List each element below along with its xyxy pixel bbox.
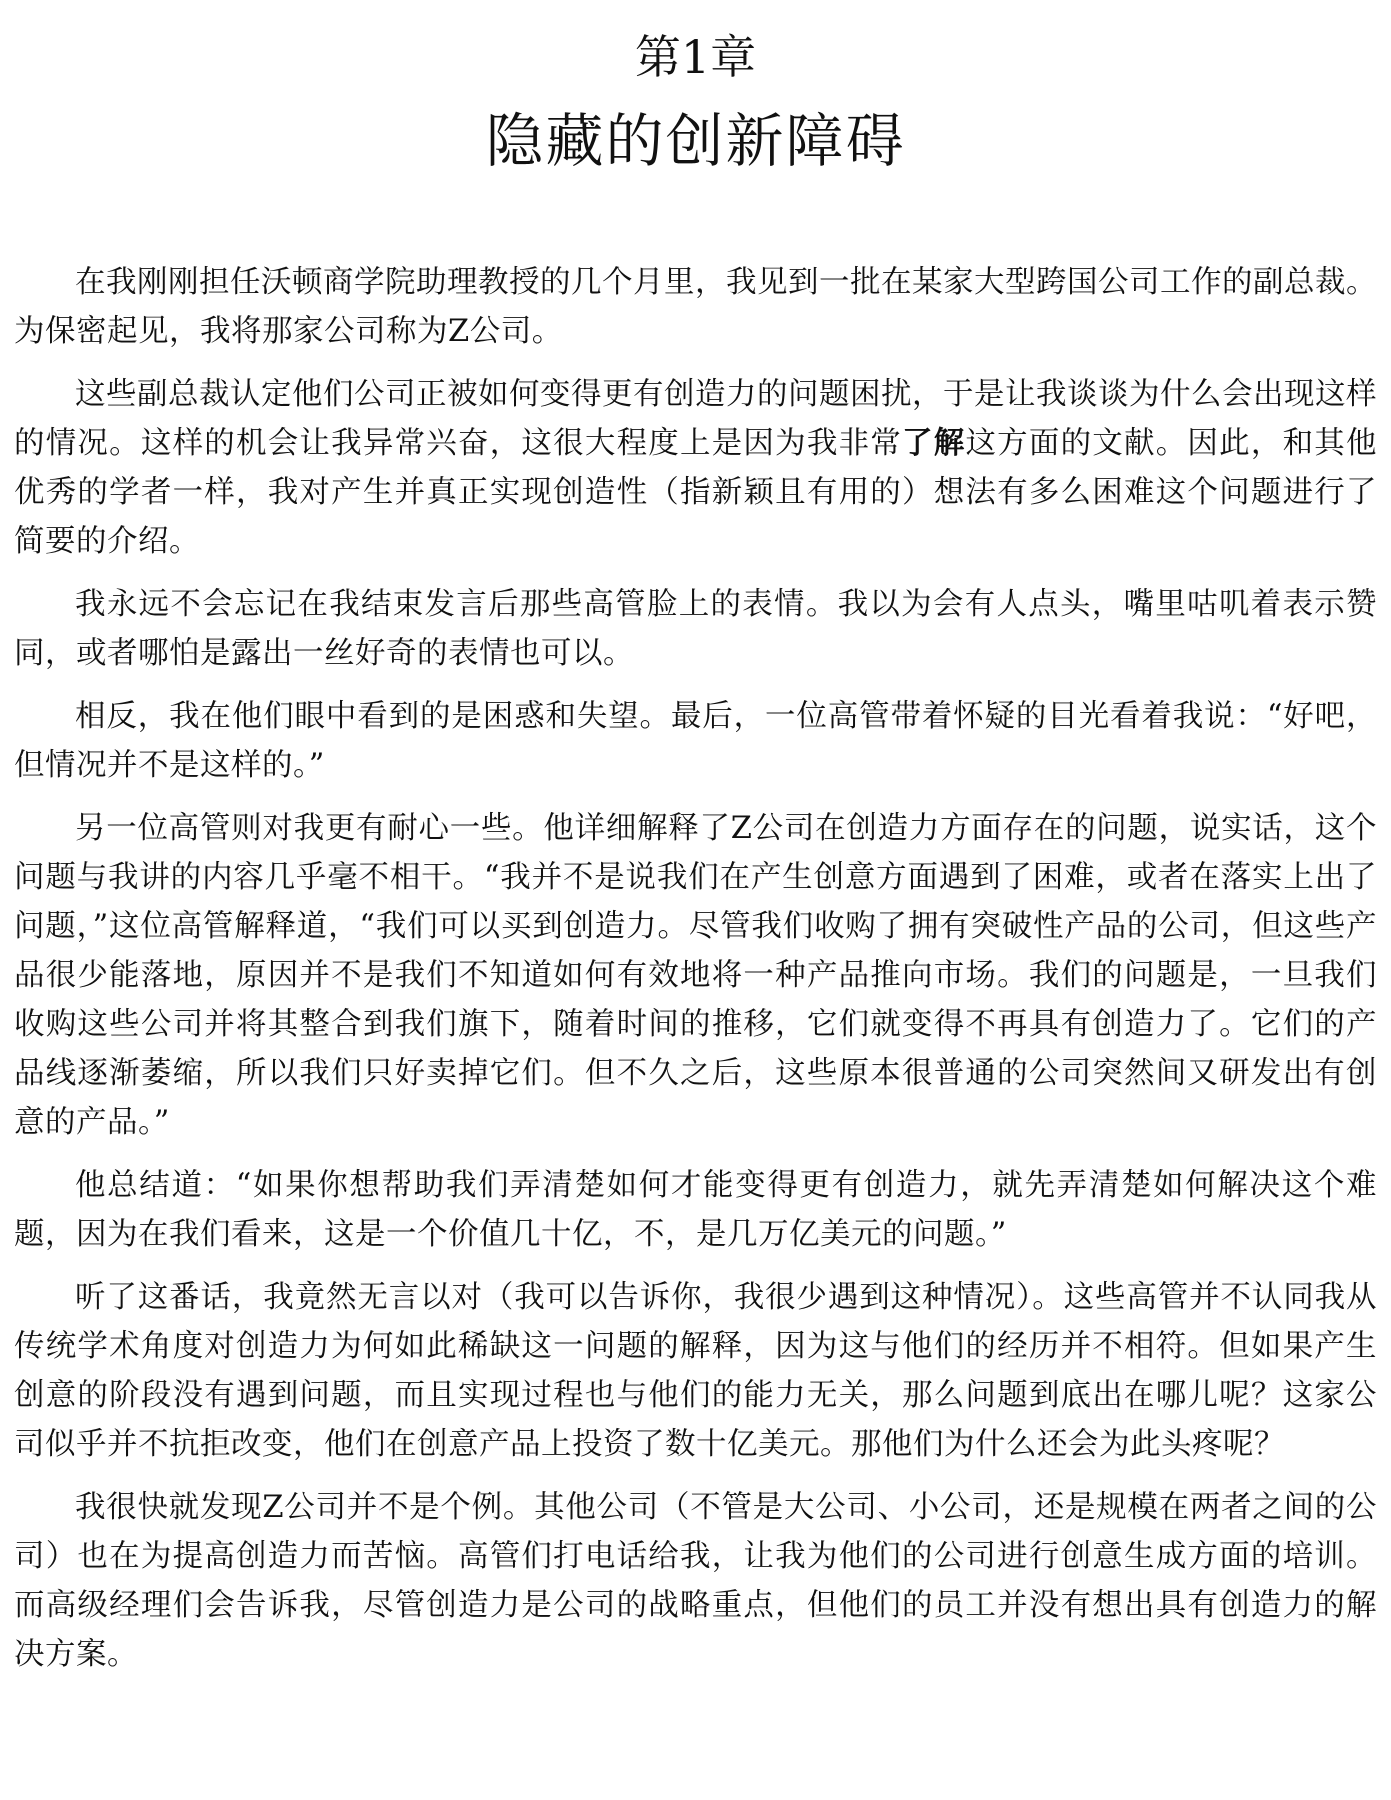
paragraph-4: 相反，我在他们眼中看到的是困惑和失望。最后，一位高管带着怀疑的目光看着我说：“好吧，但情况并不是这样的。”	[14, 699, 1377, 783]
chapter-label: 第1章	[634, 30, 757, 84]
chapter-title: 隐藏的创新障碍	[485, 107, 906, 175]
paragraph-1: 在我刚刚担任沃顿商学院助理教授的几个月里，我见到一批在某家大型跨国公司工作的副总裁。为保密起见，我将那家公司称为Z公司。	[14, 265, 1377, 349]
paragraph-2-before: 这些副总裁认定他们公司正被如何变得更有创造力的问题困扰，于是让我谈谈为什么会出现这样的情况。这样的机会让我异常兴奋，这很大程度上是因为我非常	[14, 377, 1377, 461]
paragraph-6: 他总结道：“如果你想帮助我们弄清楚如何才能变得更有创造力，就先弄清楚如何解决这个难题，因为在我们看来，这是一个价值几十亿，不，是几万亿美元的问题。”	[14, 1168, 1377, 1252]
paragraph-7: 听了这番话，我竟然无言以对（我可以告诉你，我很少遇到这种情况）。这些高管并不认同我从传统学术角度对创造力为何如此稀缺这一问题的解释，因为这与他们的经历并不相符。但如果产生创意的阶段没有遇到问题，而且实现过程也与他们的能力无关，那么问题到底出在哪儿呢？这家公司似乎并不抗拒改变，他们在创意产品上投资了数十亿美元。那他们为什么还会为此头疼呢？	[14, 1280, 1377, 1462]
paragraph-8: 我很快就发现Z公司并不是个例。其他公司（不管是大公司、小公司，还是规模在两者之间的公司）也在为提高创造力而苦恼。高管们打电话给我，让我为他们的公司进行创意生成方面的培训。而高级经理们会告诉我，尽管创造力是公司的战略重点，但他们的员工并没有想出具有创造力的解决方案。	[14, 1490, 1377, 1672]
chapter-body	[14, 258, 1377, 1679]
paragraph-2-emphasis: 了解	[902, 426, 966, 461]
paragraph-2-after: 这方面的文献。因此，和其他优秀的学者一样，我对产生并真正实现创造性（指新颖且有用的）想法有多么困难这个问题进行了简要的介绍。	[14, 426, 1378, 559]
paragraph-3: 我永远不会忘记在我结束发言后那些高管脸上的表情。我以为会有人点头，嘴里咕叽着表示赞同，或者哪怕是露出一丝好奇的表情也可以。	[14, 587, 1377, 671]
paragraph-2	[14, 370, 1377, 566]
paragraph-5: 另一位高管则对我更有耐心一些。他详细解释了Z公司在创造力方面存在的问题，说实话，这个问题与我讲的内容几乎毫不相干。“我并不是说我们在产生创意方面遇到了困难，或者在落实上出了问题，”这位高管解释道，“我们可以买到创造力。尽管我们收购了拥有突破性产品的公司，但这些产品很少能落地，原因并不是我们不知道如何有效地将一种产品推向市场。我们的问题是，一旦我们收购这些公司并将其整合到我们旗下，随着时间的推移，它们就变得不再具有创造力了。它们的产品线逐渐萎缩，所以我们只好卖掉它们。但不久之后，这些原本很普通的公司突然间又研发出有创意的产品。”	[14, 811, 1377, 1140]
